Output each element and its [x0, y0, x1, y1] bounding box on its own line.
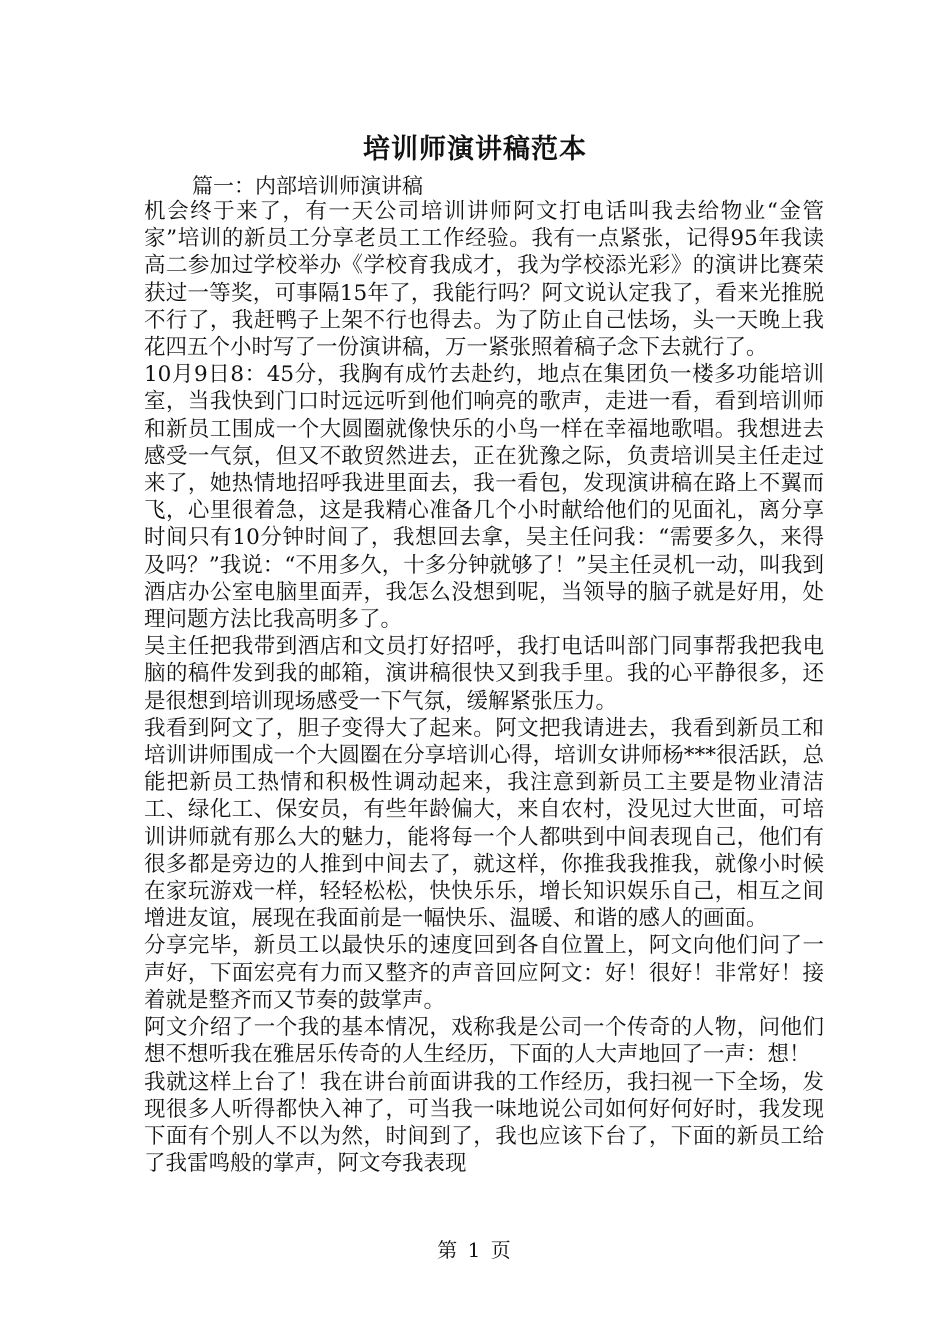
paragraph: 我看到阿文了，胆子变得大了起来。阿文把我请进去，我看到新员工和培训讲师围成一个大圆圈在分享培训心得，培训女讲师杨***很活跃，总能把新员工热情和积极性调动起来，我注意到新员工主要是物业清洁工、绿化工、保安员，有些年龄偏大，来自农村，没见过大世面，可培训讲师就有那么大的魅力，能将每一个人都哄到中间表现自己，他们有很多都是旁边的人推到中间去了，就这样，你推我我推我，就像小时候在家玩游戏一样，轻轻松松，快快乐乐，增长知识娱乐自己，相互之间增进友谊，展现在我面前是一幅快乐、温暖、和谐的感人的画面。 — [144, 715, 824, 932]
section-heading: 篇一：内部培训师演讲稿 — [192, 174, 423, 198]
paragraph: 10月9日8：45分，我胸有成竹去赴约，地点在集团负一楼多功能培训室，当我快到门口时远远听到他们响亮的歌声，走进一看，看到培训师和新员工围成一个大圆圈就像快乐的小鸟一样在幸福地歌唱。我想进去感受一气氛，但又不敢贸然进去，正在犹豫之际，负责培训吴主任走过来了，她热情地招呼我进里面去，我一看包，发现演讲稿在路上不翼而飞，心里很着急，这是我精心准备几个小时献给他们的见面礼，离分享时间只有10分钟时间了，我想回去拿，吴主任问我：“需要多久，来得及吗？”我说：“不用多久，十多分钟就够了！”吴主任灵机一动，叫我到酒店办公室电脑里面弄，我怎么没想到呢，当领导的脑子就是好用，处理问题方法比我高明多了。 — [144, 362, 824, 633]
page-title: 培训师演讲稿范本 — [363, 134, 587, 165]
page-number: 第 1 页 — [437, 1238, 513, 1262]
paragraph: 吴主任把我带到酒店和文员打好招呼，我打电话叫部门同事帮我把我电脑的稿件发到我的邮箱，演讲稿很快又到我手里。我的心平静很多，还是很想到培训现场感受一下气氛，缓解紧张压力。 — [144, 634, 824, 714]
paragraph: 机会终于来了，有一天公司培训讲师阿文打电话叫我去给物业“金管家”培训的新员工分享老员工工作经验。我有一点紧张，记得95年我读高二参加过学校举办《学校育我成才，我为学校添光彩》的演讲比赛荣获过一等奖，可事隔15年了，我能行吗？阿文说认定我了，看来光推脱不行了，我赶鸭子上架不行也得去。为了防止自己怯场，头一天晚上我花四五个小时写了一份演讲稿，万一紧张照着稿子念下去就行了。 — [144, 199, 824, 361]
paragraph: 阿文介绍了一个我的基本情况，戏称我是公司一个传奇的人物，问他们想不想听我在雅居乐传奇的人生经历，下面的人大声地回了一声：想！ — [144, 1015, 824, 1068]
paragraph: 我就这样上台了！我在讲台前面讲我的工作经历，我扫视一下全场，发现很多人听得都快入神了，可当我一味地说公司如何好何好时，我发现下面有个别人不以为然，时间到了，我也应该下台了，下面的新员工给了我雷鸣般的掌声，阿文夸我表现 — [144, 1069, 824, 1177]
document-body — [144, 198, 824, 1177]
paragraph: 分享完毕，新员工以最快乐的速度回到各自位置上，阿文向他们问了一声好，下面宏亮有力而又整齐的声音回应阿文：好！很好！非常好！接着就是整齐而又节奏的鼓掌声。 — [144, 933, 824, 1013]
